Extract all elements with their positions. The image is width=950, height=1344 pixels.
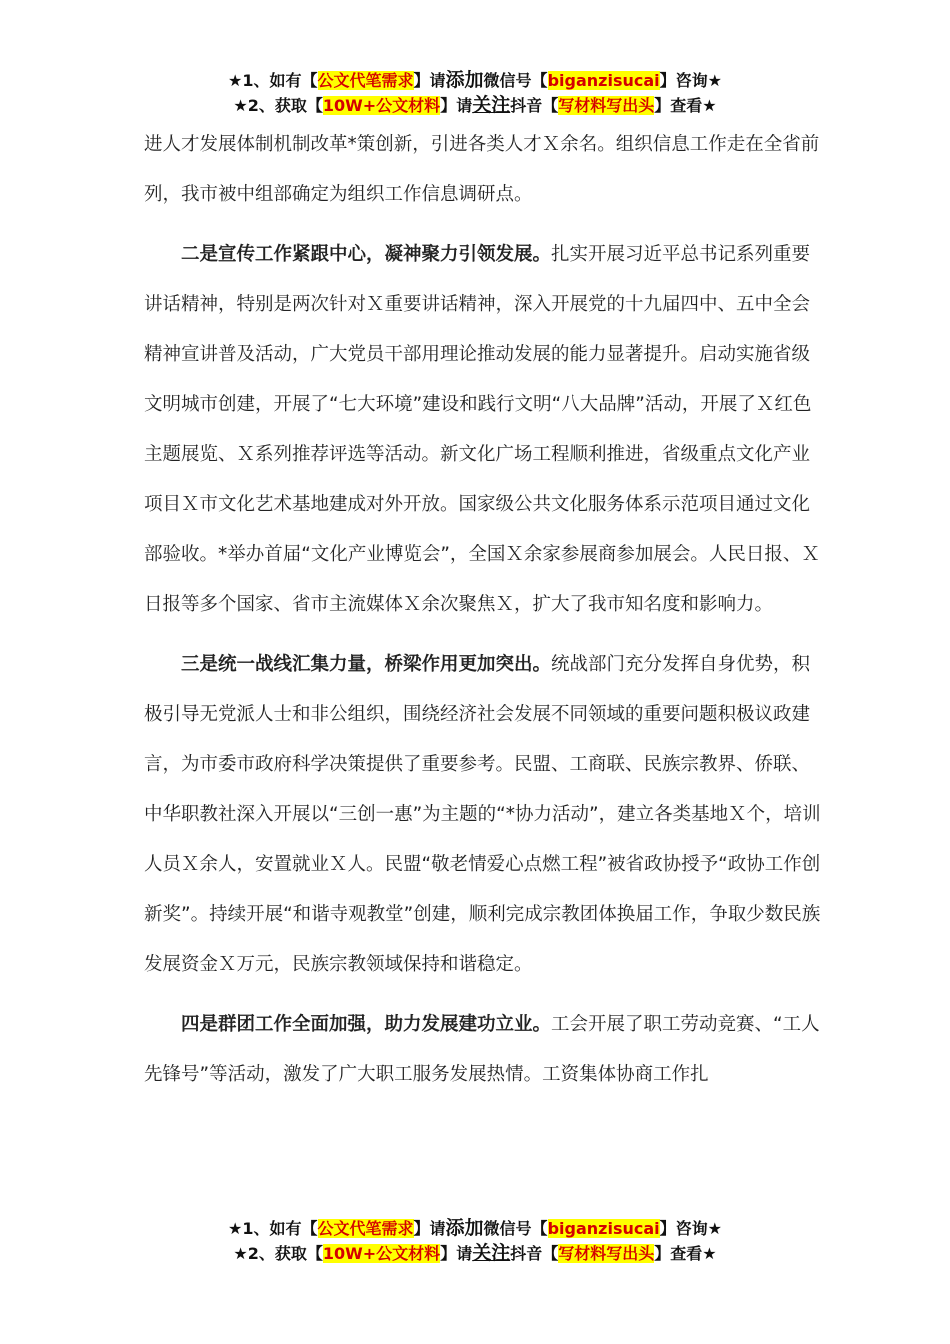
paragraph-text: 统战部门充分发挥自身优势，积极引导无党派人士和非公组织，围绕经济社会发展不同领域的重要问题积极议政建言，为市委市政府科学决策提供了重要参考。民盟、工商联、民族宗教界、侨联、中华职教社深入开展以“三创一惠”为主题的“*协力活动”，建立各类基地Ｘ个，培训人员Ｘ余人，安置就业Ｘ人。民盟“敬老情爱心点燃工程”被省政协授予“政协工作创新奖”。持续开展“和谐寺观教堂”创建，顺利完成宗教团体换届工作，争取少数民族发展资金Ｘ万元，民族宗教领域保持和谐稳定。: [144, 654, 821, 975]
banner-highlight: 公文代笔需求: [317, 71, 414, 90]
banner-text: 】请: [413, 1219, 446, 1238]
banner-text: 微信号【: [483, 1219, 548, 1238]
paragraph-text: 进人才发展体制机制改革*策创新，引进各类人才Ｘ余名。组织信息工作走在全省前列，我市被中组部确定为组织工作信息调研点。: [144, 134, 820, 205]
paragraph-lead: 三是统一战线汇集力量，桥梁作用更加突出。: [181, 654, 552, 675]
banner-highlight: 写材料写出头: [558, 1244, 655, 1263]
banner-emphasis: 关注: [472, 94, 511, 116]
banner-text: 】查看★: [654, 1244, 717, 1263]
banner-text: ★1、如有【: [228, 71, 318, 90]
paragraph-publicity: [144, 230, 824, 630]
banner-highlight: 10W+公文材料: [322, 1244, 441, 1263]
footer-banner: [0, 1216, 950, 1266]
banner-text: 抖音【: [510, 1244, 559, 1263]
banner-highlight: 写材料写出头: [558, 96, 655, 115]
banner-text: 】咨询★: [659, 1219, 722, 1238]
banner-highlight: 10W+公文材料: [322, 96, 441, 115]
banner-emphasis: 添加: [445, 1217, 484, 1239]
banner-text: 】请: [440, 1244, 473, 1263]
banner-line-2: [0, 1241, 950, 1266]
banner-highlight: biganzisucai: [547, 71, 660, 90]
paragraph-text: 工会开展了职工劳动竞赛、“工人先锋号”等活动，激发了广大职工服务发展热情。工资集体协商工作扎: [144, 1014, 820, 1085]
banner-emphasis: 关注: [472, 1242, 511, 1264]
banner-emphasis: 添加: [445, 69, 484, 91]
paragraph-mass-organizations: [144, 1000, 824, 1100]
document-body: [144, 120, 824, 1100]
banner-text: 】查看★: [654, 96, 717, 115]
banner-text: 抖音【: [510, 96, 559, 115]
banner-text: 微信号【: [483, 71, 548, 90]
banner-text: ★2、获取【: [233, 96, 323, 115]
banner-highlight: biganzisucai: [547, 1219, 660, 1238]
paragraph-lead: 四是群团工作全面加强，助力发展建功立业。: [181, 1014, 552, 1035]
banner-text: 】请: [440, 96, 473, 115]
header-banner: [0, 68, 950, 118]
banner-text: 】请: [413, 71, 446, 90]
banner-text: ★1、如有【: [228, 1219, 318, 1238]
banner-text: ★2、获取【: [233, 1244, 323, 1263]
paragraph-text: 扎实开展习近平总书记系列重要讲话精神，特别是两次针对Ｘ重要讲话精神，深入开展党的十九届四中、五中全会精神宣讲普及活动，广大党员干部用理论推动发展的能力显著提升。启动实施省级文明城市创建，开展了“七大环境”建设和践行文明“八大品牌”活动，开展了Ｘ红色主题展览、Ｘ系列推荐评选等活动。新文化广场工程顺利推进，省级重点文化产业项目Ｘ市文化艺术基地建成对外开放。国家级公共文化服务体系示范项目通过文化部验收。*举办首届“文化产业博览会”，全国Ｘ余家参展商参加展会。人民日报、Ｘ日报等多个国家、省市主流媒体Ｘ余次聚焦Ｘ，扩大了我市知名度和影响力。: [144, 244, 820, 615]
banner-line-1: [0, 68, 950, 93]
paragraph-lead: 二是宣传工作紧跟中心，凝神聚力引领发展。: [181, 244, 552, 265]
banner-line-2: [0, 93, 950, 118]
paragraph-united-front: [144, 640, 824, 990]
paragraph-continuation: [144, 120, 824, 220]
banner-line-1: [0, 1216, 950, 1241]
banner-highlight: 公文代笔需求: [317, 1219, 414, 1238]
banner-text: 】咨询★: [659, 71, 722, 90]
